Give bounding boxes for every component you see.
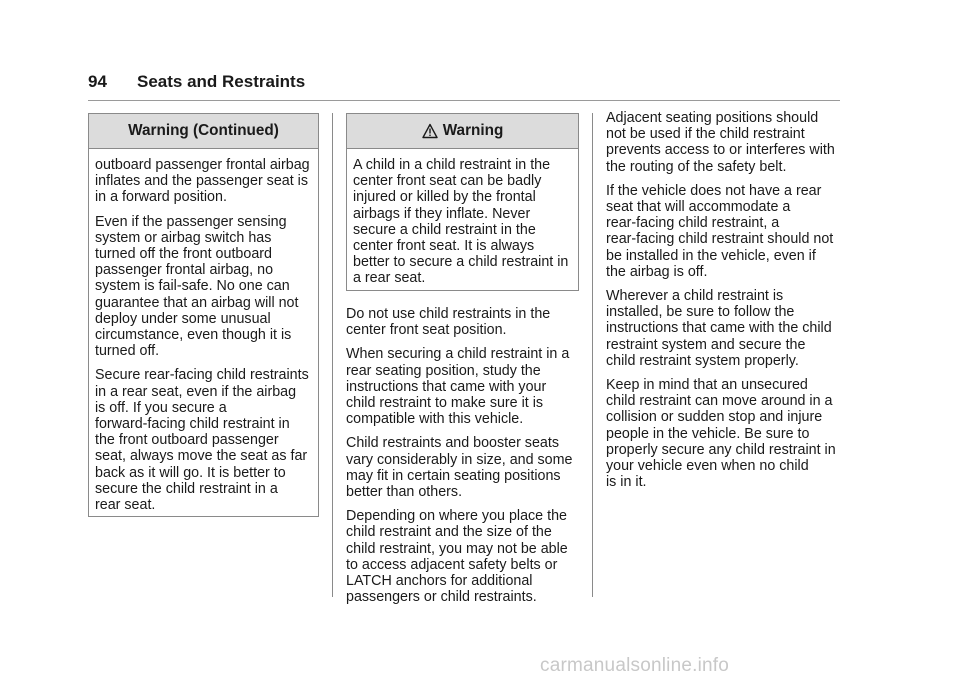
warning-continued-paragraph: Even if the passenger sensing system or airbag switch has turned off the front outboard passenger frontal airbag, no system is fail-safe. No one can guarantee that an airbag will not deploy under some unusual circumstance, even though it is turned off. xyxy=(95,213,299,360)
column-divider xyxy=(592,113,593,597)
warning-title: Warning xyxy=(442,122,504,139)
warning-text: A child in a child restraint in the center front seat can be badly injured or killed by the frontal airbags if they inflate. Never secure a child restraint in the center front seat. It is always better to secure a child restraint in a rear seat. xyxy=(353,157,569,287)
page-number: 94 xyxy=(88,72,107,91)
column-2-text xyxy=(346,306,586,613)
warning-box xyxy=(346,113,579,291)
warning-triangle-icon xyxy=(422,123,438,139)
body-paragraph: Depending on where you place the child restraint and the size of the child restraint, you may not be able to access adjacent safety belts or LATCH anchors for additional passengers or child restraints. xyxy=(346,508,568,606)
warning-continued-box xyxy=(88,113,319,517)
body-paragraph: If the vehicle does not have a rear seat that will accommodate a rear-facing child restraint, a rear-facing child restraint should not be installed in the vehicle, even if the airbag is off. xyxy=(606,182,834,280)
page-header xyxy=(88,70,840,101)
column-divider xyxy=(332,113,333,597)
warning-body xyxy=(347,149,578,295)
warning-continued-body xyxy=(89,149,318,521)
body-paragraph: When securing a child restraint in a rear seating position, study the instructions that came with your child restraint to make sure it is compatible with this vehicle. xyxy=(346,346,570,428)
body-paragraph: Child restraints and booster seats vary considerably in size, and some may fit in certain seating positions better than others. xyxy=(346,435,573,501)
column-3-text xyxy=(606,110,846,498)
body-paragraph: Wherever a child restraint is installed, be sure to follow the instructions that came with the child restraint system and secure the child restraint system properly. xyxy=(606,288,832,369)
warning-title-bar xyxy=(347,114,578,149)
warning-continued-paragraph: outboard passenger frontal airbag inflates and the passenger seat is in a forward position. xyxy=(95,157,310,206)
warning-continued-paragraph: Secure rear-facing child restraints in a rear seat, even if the airbag is off. If you secure a forward-facing child restraint in the front outboard passenger seat, always move the seat as far back as it will go. It is better to secure the child restraint in a rear seat. xyxy=(95,367,309,514)
body-paragraph: Adjacent seating positions should not be used if the child restraint prevents access to or interferes with the routing of the safety belt. xyxy=(606,110,835,175)
body-paragraph: Do not use child restraints in the center front seat position. xyxy=(346,306,551,339)
watermark: carmanualsonline.info xyxy=(540,655,730,676)
section-title: Seats and Restraints xyxy=(137,72,306,91)
body-paragraph: Keep in mind that an unsecured child restraint can move around in a collision or sudden stop and injure people in the vehicle. Be sure to properly secure any child restraint in your vehicle even when no child is in it. xyxy=(606,377,836,491)
warning-continued-title: Warning (Continued) xyxy=(89,114,318,149)
